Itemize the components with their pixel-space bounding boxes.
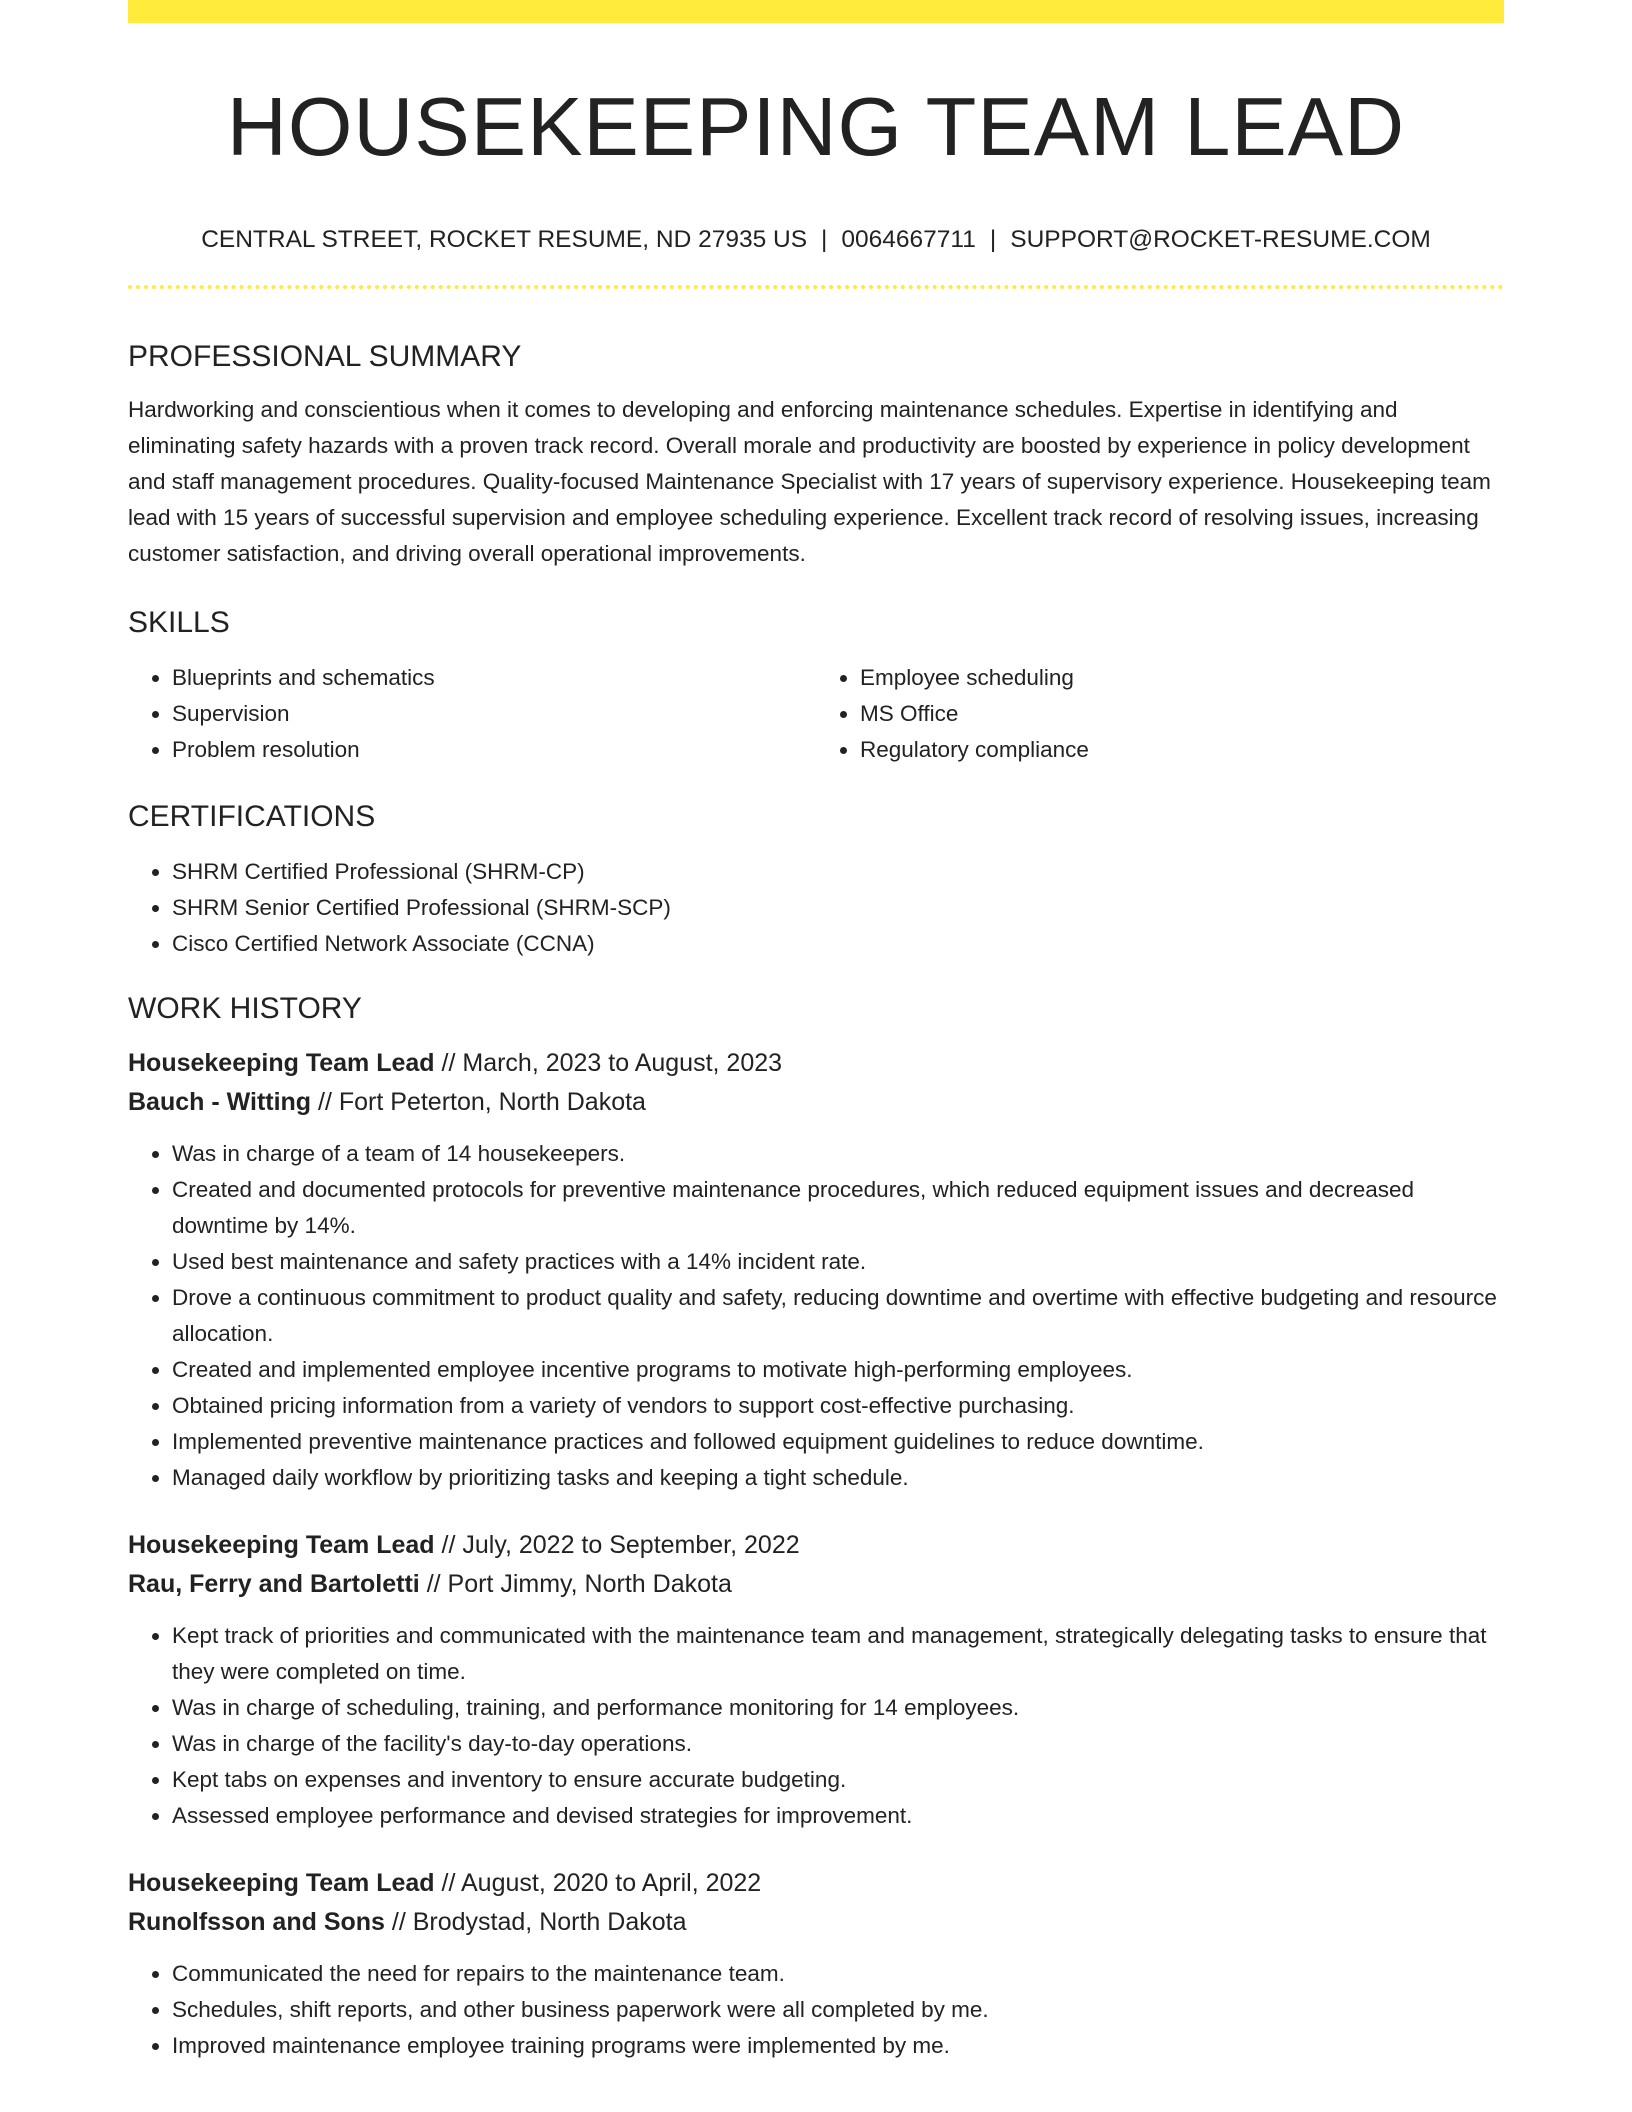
contact-address: CENTRAL STREET, ROCKET RESUME, ND 27935 US: [201, 226, 808, 253]
certification-item: • Cisco Certified Network Associate (CCNA): [172, 926, 1504, 962]
job-bullet: • Was in charge of scheduling, training, and performance monitoring for 14 employees.: [172, 1690, 1504, 1726]
job-bullet: • Communicated the need for repairs to the maintenance team.: [172, 1956, 1504, 1992]
certifications-heading: CERTIFICATIONS: [128, 799, 376, 833]
skill-item: • Employee scheduling: [860, 660, 1504, 696]
contact-separator: |: [989, 226, 997, 253]
job-bullet: • Assessed employee performance and devised strategies for improvement.: [172, 1798, 1504, 1834]
job-bullet: • Created and documented protocols for preventive maintenance procedures, which reduced equipment issues and decreased downtime by 14%.: [172, 1172, 1504, 1244]
certifications-list: [128, 854, 1504, 962]
contact-separator: |: [821, 226, 828, 253]
skills-grid: [128, 660, 1504, 768]
skill-item: • Blueprints and schematics: [172, 660, 816, 696]
job-company: Bauch - Witting: [128, 1087, 312, 1116]
certification-item: • SHRM Senior Certified Professional (SHRM-SCP): [172, 890, 1504, 926]
job-dates: // July, 2022 to September, 2022: [441, 1530, 800, 1559]
work-history-heading: WORK HISTORY: [128, 991, 362, 1025]
job-title: Housekeeping Team Lead: [128, 1868, 435, 1897]
job-title: Housekeeping Team Lead: [128, 1530, 435, 1559]
job-dates: // August, 2020 to April, 2022: [441, 1868, 762, 1897]
job-entry: [128, 1526, 1504, 1834]
contact-line: [128, 228, 1504, 253]
job-bullets: [128, 1956, 1504, 2064]
job-title-line: [128, 1044, 1504, 1083]
job-bullet: • Managed daily workflow by prioritizing tasks and keeping a tight schedule.: [172, 1460, 1504, 1496]
job-company-line: [128, 1903, 1504, 1942]
work-history-section: [128, 991, 1504, 2064]
job-title-line: [128, 1526, 1504, 1565]
job-company: Runolfsson and Sons: [128, 1907, 385, 1936]
job-bullets: [128, 1618, 1504, 1834]
dotted-divider: [128, 285, 1504, 289]
job-company-line: [128, 1565, 1504, 1604]
job-bullets: [128, 1136, 1504, 1496]
skill-item: • Regulatory compliance: [860, 732, 1504, 768]
job-company-line: [128, 1083, 1504, 1122]
job-dates: // March, 2023 to August, 2023: [441, 1048, 783, 1077]
certifications-section: [128, 799, 1504, 962]
job-title-line: [128, 1864, 1504, 1903]
summary-text: Hardworking and conscientious when it comes to developing and enforcing maintenance schedules. Expertise in identifying and eliminating safety hazards with a proven track record. Overall morale and productivity are boosted by experience in policy development and staff management procedures. Quality-focused Maintenance Specialist with 17 years of supervisory experience. Housekeeping team lead with 15 years of successful supervision and employee scheduling experience. Excellent track record of resolving issues, increasing customer satisfaction, and driving overall operational improvements.: [128, 396, 1491, 566]
work-jobs: [128, 1044, 1504, 2064]
skill-item: • Supervision: [172, 696, 816, 732]
skill-item: • MS Office: [860, 696, 1504, 732]
job-entry: [128, 1864, 1504, 2064]
job-bullet: • Kept tabs on expenses and inventory to ensure accurate budgeting.: [172, 1762, 1504, 1798]
skills-section: [128, 605, 1504, 768]
job-company: Rau, Ferry and Bartoletti: [128, 1569, 420, 1598]
summary-heading: PROFESSIONAL SUMMARY: [128, 339, 522, 373]
job-bullet: • Improved maintenance employee training programs were implemented by me.: [172, 2028, 1504, 2064]
certification-item: • SHRM Certified Professional (SHRM-CP): [172, 854, 1504, 890]
job-bullet: • Was in charge of the facility's day-to-day operations.: [172, 1726, 1504, 1762]
skills-heading: SKILLS: [128, 605, 230, 639]
job-bullet: • Implemented preventive maintenance practices and followed equipment guidelines to reduce downtime.: [172, 1424, 1504, 1460]
skill-item: • Problem resolution: [172, 732, 816, 768]
job-bullet: • Kept track of priorities and communicated with the maintenance team and management, strategically delegating tasks to ensure that they were completed on time.: [172, 1618, 1504, 1690]
job-bullet: • Created and implemented employee incentive programs to motivate high-performing employees.: [172, 1352, 1504, 1388]
summary-section: [128, 339, 1504, 572]
resume-page: [128, 0, 1504, 2064]
job-entry: [128, 1044, 1504, 1496]
job-bullet: • Drove a continuous commitment to product quality and safety, reducing downtime and overtime with effective budgeting and resource allocation.: [172, 1280, 1504, 1352]
job-bullet: • Schedules, shift reports, and other business paperwork were all completed by me.: [172, 1992, 1504, 2028]
resume-name: HOUSEKEEPING TEAM LEAD: [226, 80, 1406, 173]
job-bullet: • Obtained pricing information from a variety of vendors to support cost-effective purchasing.: [172, 1388, 1504, 1424]
job-location: // Fort Peterton, North Dakota: [318, 1087, 646, 1116]
job-title: Housekeeping Team Lead: [128, 1048, 435, 1077]
skills-list-left: [128, 660, 816, 768]
contact-email: SUPPORT@ROCKET-RESUME.COM: [1010, 226, 1431, 253]
job-location: // Brodystad, North Dakota: [391, 1907, 687, 1936]
contact-phone: 0064667711: [841, 226, 976, 253]
job-location: // Port Jimmy, North Dakota: [426, 1569, 732, 1598]
top-accent-bar: [128, 0, 1504, 23]
skills-list-right: [816, 660, 1504, 768]
job-bullet: • Was in charge of a team of 14 housekeepers.: [172, 1136, 1504, 1172]
job-bullet: • Used best maintenance and safety practices with a 14% incident rate.: [172, 1244, 1504, 1280]
